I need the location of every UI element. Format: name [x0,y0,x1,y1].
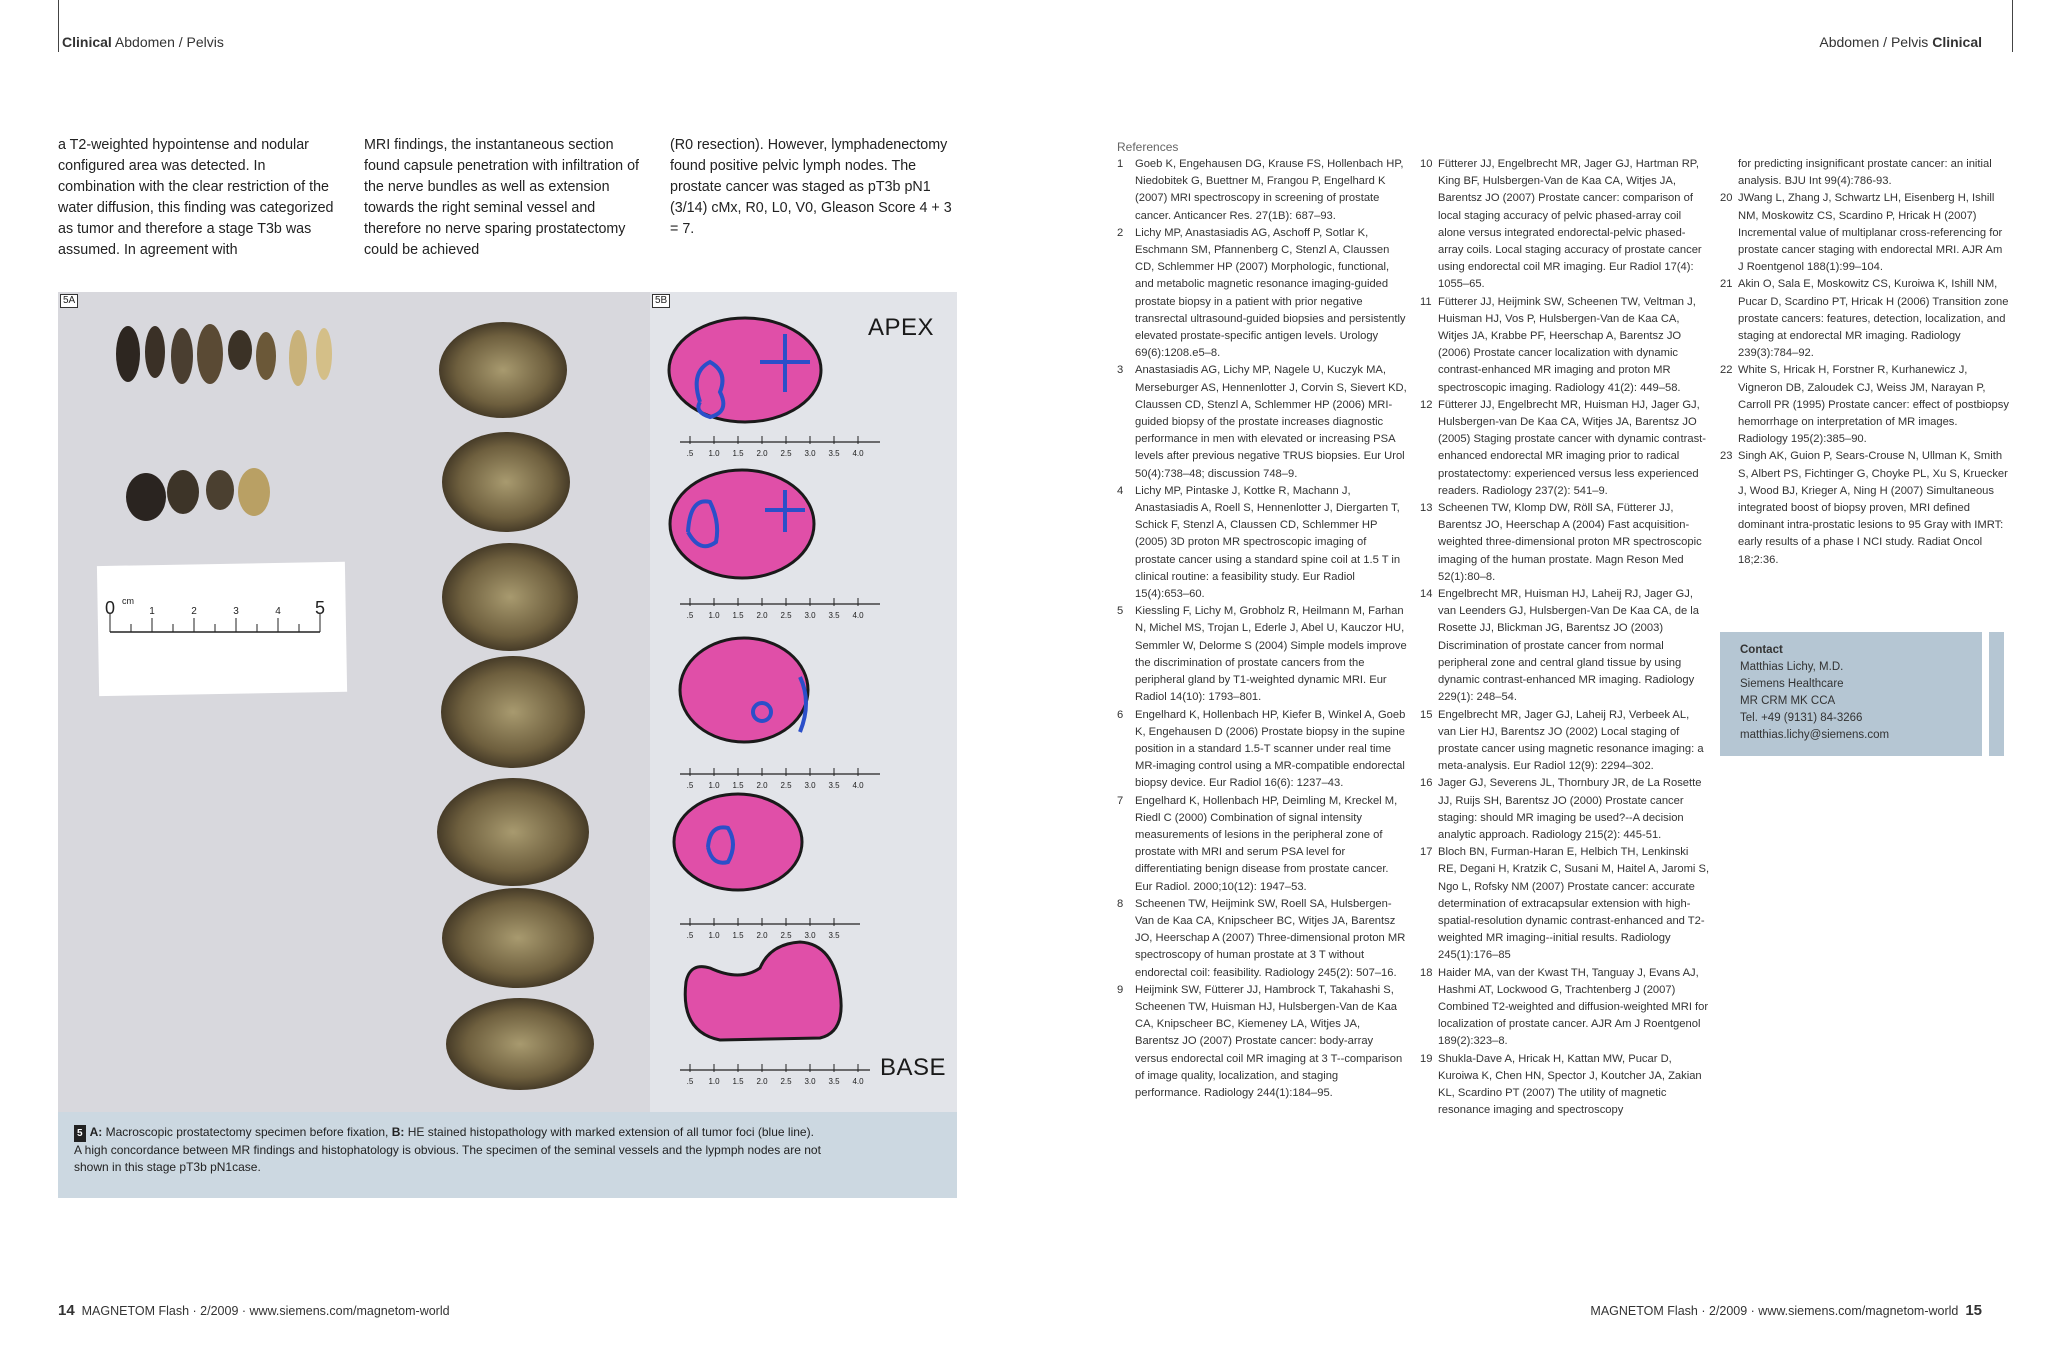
reference-item [1117,982,1407,1102]
scale-tick-label: 1.0 [708,781,720,790]
scale-tick-label: .5 [686,931,694,940]
reference-item [1117,707,1407,793]
reference-text: Heijmink SW, Fütterer JJ, Hambrock T, Takahashi S, Scheenen TW, Huisman HJ, Hulsbergen-Van de Kaa CA, Knipscheer BC, Kiemeney LA, Witjes JA, Barentsz JO (2007) Prostate cancer: body-array versus endorectal coil MR imaging at 3 T--comparison of image quality, localization, and staging performance. Radiology 244(1):184–95. [1135,983,1403,1099]
reference-text: Engelbrecht MR, Jager GJ, Laheij RJ, Verbeek AL, van Lier HJ, Barentsz JO (2002) Local staging of prostate cancer using magnetic resonance imaging: a meta-analysis. Eur Radiol 12(9): 2294–302. [1438,708,1704,773]
reference-number: 13 [1420,502,1433,515]
scale-tick-label: .5 [686,611,694,620]
caption-b-text: HE stained histopathology with marked extension of all tumor foci (blue line). [404,1125,814,1139]
running-header-right [1819,34,1982,50]
references-heading: References [1117,140,1179,154]
reference-text: Engelhard K, Hollenbach HP, Kiefer B, Winkel A, Goeb K, Engehausen D (2006) Prostate biopsy in the supine position in a standard 1.5-T scanner under real time MR-imaging control using a MR-compatible endorectal biopsy device. Eur Radiol 16(6): 1237–43. [1135,708,1406,790]
reference-text: Singh AK, Guion P, Sears-Crouse N, Ullman K, Smith S, Albert PS, Fichtinger G, Choyke PL, Xu S, Kruecker J, Wood BJ, Krieger A, Ning H (2007) Simultaneous integrated boost of biopsy proven, MRI defined dominant intra-prostatic lesions to 95 Gray with IMRT: early results of a phase I NCI study. Radiat Oncol 18;2:36. [1738,450,2008,566]
ruler-tick-label: 5 [314,598,326,618]
body-text-column-2 [364,135,650,261]
reference-item [1420,707,1710,776]
footer-right [1590,1302,1982,1319]
scale-tick-label: 3.5 [828,1077,840,1086]
reference-text: Fütterer JJ, Engelbrecht MR, Huisman HJ, Jager GJ, Hulsbergen-van De Kaa CA, Witjes JA, Barentsz JO (2005) Staging prostate cancer with dynamic contrast-enhanced endorectal MR imaging prior to radical prostatectomy: experienced versus less experienced readers. Radiology 237(2): 541–9. [1438,398,1707,497]
reference-item [1720,190,2010,276]
reference-text: Haider MA, van der Kwast TH, Tanguay J, Evans AJ, Hashmi AT, Lockwood G, Trachtenberg J (2007) Combined T2-weighted and diffusion-weighted MRI for localization of prostate cancer. AJR Am J Roentgenol 189(2):323–8. [1438,966,1709,1048]
scale-tick-label: .5 [686,449,694,458]
figure-tag-5b: 5B [652,294,670,308]
reference-text: Jager GJ, Severens JL, Thornbury JR, de La Rosette JJ, Ruijs SH, Barentsz JO (2000) Prostate cancer staging: should MR imaging be used?--A decision analytic approach. Radiology 215(2): 445-51. [1438,777,1702,841]
reference-number: 23 [1720,450,1733,463]
scale-tick-label: 3.0 [804,449,816,458]
reference-item [1117,156,1407,225]
references-column-1 [1117,156,1407,1102]
scale-tick-label: 3.5 [828,449,840,458]
reference-item [1420,397,1710,500]
reference-number: 17 [1420,846,1433,859]
scale-tick-label: 1.5 [732,781,744,790]
scale-tick-label: 1.5 [732,449,744,458]
apex-label: APEX [868,314,935,341]
histopathology-illustration [650,292,957,1112]
reference-item [1420,1051,1710,1120]
body-paragraph: a T2-weighted hypointense and nodular configured area was detected. In combination with the clear restriction of the water diffusion, this finding was categorized as tumor and therefore a stage T3b was assumed. In agreement with [58,137,334,258]
reference-text: Bloch BN, Furman-Haran E, Helbich TH, Lenkinski RE, Degani H, Kratzik C, Susani M, Haitel A, Jaromi S, Ngo L, Rofsky NM (2007) Prostate cancer: accurate determination of extracapsular extension with high-spatial-resolution dynamic contrast-enhanced and T2-weighted MR imaging--initial results. Radiology 245(1):176–85 [1438,846,1710,962]
reference-number: 10 [1420,158,1433,170]
footer-publication: MAGNETOM Flash · 2/2009 · www.siemens.com/magnetom-world [1590,1304,1959,1318]
reference-item [1720,276,2010,362]
header-section-bold: Clinical [62,34,112,50]
scale-tick-label: 3.5 [828,781,840,790]
scale-tick-label: .5 [686,1077,694,1086]
reference-item [1420,156,1710,294]
scale-tick-label: 2.0 [756,449,768,458]
scale-tick-label: 1.0 [708,611,720,620]
reference-number: 6 [1117,708,1124,721]
scale-tick-label: .5 [686,781,694,790]
body-paragraph: (R0 resection). However, lymphadenectomy found positive pelvic lymph nodes. The prostate cancer was staged as pT3b pN1 (3/14) cMx, R0, L0, V0, Gleason Score 4 + 3 = 7. [670,137,952,237]
reference-text: Lichy MP, Anastasiadis AG, Aschoff P, Sotlar K, Eschmann SM, Pfannenberg C, Stenzl A, Claussen CD, Schlemmer HP (2007) Morphologic, functional, and metabolic magnetic resonance imaging-guided prostate biopsy in a patient with prior negative transrectal ultrasound-guided biopsies and persistently elevated prostate-specific antigen levels. Urology 69(6):1208.e5–8. [1135,226,1406,360]
scale-tick-label: 2.5 [780,781,792,790]
header-section-bold: Clinical [1932,34,1982,50]
references-column-2 [1420,156,1710,1119]
reference-item [1117,793,1407,896]
figure-tag-5a: 5A [60,294,78,308]
scale-tick-label: 3.0 [804,781,816,790]
figure-caption [58,1112,957,1198]
reference-number: 7 [1117,794,1124,807]
body-text-column-1 [58,135,344,261]
scale-tick-label: 1.5 [732,931,744,940]
scale-tick-label: 3.0 [804,611,816,620]
header-left-rule [58,0,59,52]
contact-department: MR CRM MK CCA [1740,695,1836,707]
reference-number: 16 [1420,777,1433,790]
scale-tick-label: 4.0 [852,449,864,458]
scale-tick-label: 2.0 [756,931,768,940]
scale-tick-label: 4.0 [852,781,864,790]
scale-tick-label: 1.0 [708,449,720,458]
reference-text: Shukla-Dave A, Hricak H, Kattan MW, Pucar D, Kuroiwa K, Chen HN, Spector J, Koutcher JA, Zakian KL, Scardino PT (2007) The utility of magnetic resonance imaging and spectroscopy [1438,1052,1702,1117]
ruler-unit-label: cm [122,596,134,606]
reference-item [1117,896,1407,982]
contact-email-link[interactable]: matthias.lichy@siemens.com [1740,729,1890,741]
reference-number: 21 [1720,278,1733,291]
reference-text: JWang L, Zhang J, Schwartz LH, Eisenberg H, Ishill NM, Moskowitz CS, Scardino P, Hricak H (2007) Incremental value of multiplanar cross-referencing for prostate cancer staging with endorectal MRI. AJR Am J Roentgenol 188(1):99–104. [1738,192,2003,274]
scale-tick-label: 1.5 [732,611,744,620]
footer-publication: MAGNETOM Flash · 2/2009 · www.siemens.com/magnetom-world [81,1304,450,1318]
header-section-rest: Abdomen / Pelvis [114,34,224,50]
reference-text: Engelbrecht MR, Huisman HJ, Laheij RJ, Jager GJ, van Leenders GJ, Hulsbergen-Van De Kaa CA, de la Rosette JJ, Blickman JG, Barentsz JO (2003) Discrimination of prostate cancer from normal peripheral zone and central gland tissue by using dynamic contrast-enhanced MR imaging. Radiology 229(1): 248–54. [1438,588,1699,704]
scale-tick-label: 2.5 [780,449,792,458]
reference-text: Kiessling F, Lichy M, Grobholz R, Heilmann M, Farhan N, Michel MS, Trojan L, Ederle J, Abel U, Kauczor HU, Semmler W, Delorme S (2004) Simple models improve the discrimination of prostate cancers from the peripheral gland by T1-weighted dynamic MRI. Eur Radiol 14(10): 1793–801. [1135,605,1407,704]
reference-text: Fütterer JJ, Engelbrecht MR, Jager GJ, Hartman RP, King BF, Hulsbergen-Van de Kaa CA, Witjes JA, Barentsz JO (2007) Prostate cancer: comparison of local staging accuracy of pelvic phased-array coil alone versus integrated endorectal-pelvic phased-array coils. Local staging accuracy of prostate cancer using endorectal coil MR imaging. Eur Radiol 17(4): 1055–65. [1438,158,1702,291]
reference-item [1420,294,1710,397]
reference-text: for predicting insignificant prostate cancer: an initial analysis. BJU Int 99(4):786-93. [1738,158,1992,188]
caption-line-1 [74,1124,941,1142]
reference-text: Scheenen TW, Heijmink SW, Roell SA, Hulsbergen-Van de Kaa CA, Knipscheer BC, Witjes JA, Barentsz JO, Heerschap A (2007) Three-dimensional proton MR spectroscopy of human prostate at 3 T without endorectal coil: feasibility. Radiology 245(2): 507–16. [1135,897,1406,979]
reference-number: 12 [1420,398,1433,411]
reference-item [1117,225,1407,363]
contact-title: Contact [1740,644,1783,656]
reference-text: Akin O, Sala E, Moskowitz CS, Kuroiwa K, Ishill NM, Pucar D, Scardino PT, Hricak H (2006) Transition zone prostate cancers: features, detection, localization, and staging at endorectal MR imaging. Radiology 239(3):784–92. [1738,278,2009,360]
caption-number-badge: 5 [74,1125,86,1142]
figure-panel-a-macroscopic [58,292,650,1112]
ruler-tick-label: 3 [233,606,239,617]
contact-box [1720,632,1982,756]
ruler-card [97,562,347,696]
reference-item [1720,362,2010,448]
reference-number: 5 [1117,605,1124,618]
reference-number: 19 [1420,1052,1433,1065]
scale-tick-label: 3.0 [804,931,816,940]
contact-company: Siemens Healthcare [1740,678,1844,690]
reference-text: Anastasiadis AG, Lichy MP, Nagele U, Kuczyk MA, Merseburger AS, Hennenlotter J, Corvin S, Sievert KD, Claussen CD, Stenzl A, Schlemmer HP (2006) MRI-guided biopsy of the prostate increases diagnostic performance in men with elevated or increasing PSA levels after previous negative TRUS biopsies. Eur Urol 50(4):738–48; discussion 748–9. [1135,364,1407,480]
lymph-node-pieces [126,468,270,521]
caption-b-label: B: [391,1125,405,1139]
reference-item [1420,844,1710,964]
ruler-tick-label: 2 [191,606,197,617]
reference-item [1420,500,1710,586]
page-number: 14 [58,1302,75,1319]
reference-item [1420,965,1710,1051]
ruler-tick-label: 4 [275,606,281,617]
reference-item [1117,483,1407,603]
figure-5 [58,292,957,1198]
caption-a-label: A: [89,1125,103,1139]
reference-text: Scheenen TW, Klomp DW, Röll SA, Fütterer JJ, Barentsz JO, Heerschap A (2004) Fast acquisition-weighted three-dimensional proton MR spectroscopic imaging of the human prostate. Magn Reson Med 52(1):80–8. [1438,502,1702,583]
reference-number: 1 [1117,158,1124,170]
reference-number: 11 [1420,295,1432,308]
scale-tick-label: 3.5 [828,931,840,940]
body-text-column-3 [670,135,956,240]
scale-tick-label: 2.5 [780,1077,792,1086]
reference-number: 2 [1117,226,1124,239]
scale-tick-label: 2.5 [780,931,792,940]
reference-item [1420,586,1710,706]
scale-tick-label: 3.5 [828,611,840,620]
reference-number: 9 [1117,983,1124,996]
scale-tick-label: 4.0 [852,611,864,620]
ruler-tick-label: 1 [149,606,155,617]
reference-text: Fütterer JJ, Heijmink SW, Scheenen TW, Veltman J, Huisman HJ, Vos P, Hulsbergen-Van de Kaa CA, Witjes JA, Krabbe PF, Heerschap A, Barentsz JO (2006) Prostate cancer localization with dynamic contrast-enhanced MR imaging and proton MR spectroscopic imaging. Radiology 41(2): 449–58. [1438,295,1696,394]
scale-tick-label: 1.0 [708,931,720,940]
reference-item [1117,603,1407,706]
header-right-rule [2012,0,2013,52]
scale-tick-label: 2.0 [756,1077,768,1086]
reference-item [1117,362,1407,482]
reference-item [1720,448,2010,568]
reference-text: White S, Hricak H, Forstner R, Kurhanewicz J, Vigneron DB, Zaloudek CJ, Weiss JM, Narayan P, Carroll PR (1995) Prostate cancer: effect of postbiopsy hemorrhage on interpretation of MR images. Radiology 195(2):385–90. [1738,364,2009,446]
reference-item [1720,156,2010,190]
caption-a-text: Macroscopic prostatectomy specimen before fixation, [102,1125,389,1139]
reference-item [1420,775,1710,844]
footer-left [58,1302,450,1319]
reference-number: 3 [1117,364,1124,377]
reference-text: Goeb K, Engehausen DG, Krause FS, Hollenbach HP, Niedobitek G, Buettner M, Frangou P, Engelhard K (2007) MRI spectroscopy in screening of prostate cancer. Anticancer Res. 27(1B): 687–93. [1135,158,1404,222]
caption-line-3: shown in this stage pT3b pN1case. [74,1160,261,1174]
scale-tick-label: 1.5 [732,1077,744,1086]
prostate-slices-macroscopic [437,322,594,1090]
reference-number: 8 [1117,897,1124,910]
base-label: BASE [880,1054,947,1081]
contact-accent-bar [1989,632,2004,756]
caption-line-2: A high concordance between MR findings and histophatology is obvious. The specimen of the seminal vessels and the lypmph nodes are not [74,1143,821,1157]
ruler-tick-label: 0 [104,598,116,618]
header-section-rest: Abdomen / Pelvis [1819,34,1929,50]
reference-number: 20 [1720,192,1733,205]
contact-phone: Tel. +49 (9131) 84-3266 [1740,712,1863,724]
reference-text: Lichy MP, Pintaske J, Kottke R, Machann J, Anastasiadis A, Roell S, Hennenlotter J, Diergarten T, Schick F, Stenzl A, Claussen CD, Schlemmer HP (2005) 3D proton MR spectroscopic imaging of prostate cancer using a standard spine coil at 1.5 T in clinical routine: a feasibility study. Eur Radiol 15(4):653–60. [1135,484,1401,601]
reference-number: 22 [1720,364,1733,377]
figure-panel-b-histopathology [650,292,957,1112]
running-header-left [62,34,224,50]
reference-text: Engelhard K, Hollenbach HP, Deimling M, Kreckel M, Riedl C (2000) Combination of signal intensity measurements of lesions in the peripheral zone of prostate with MRI and serum PSA level for differentiating benign disease from prostate cancer. Eur Radiol. 2000;10(12): 1947–53. [1135,794,1398,893]
scale-tick-label: 2.0 [756,611,768,620]
reference-number: 4 [1117,484,1124,497]
reference-number: 18 [1420,966,1433,979]
reference-number: 14 [1420,588,1433,601]
body-paragraph: MRI findings, the instantaneous section found capsule penetration with infiltration of the nerve bundles as well as extension towards the right seminal vessel and therefore no nerve sparing prostatectomy could be achieved [364,137,639,258]
macroscopic-specimen-illustration [58,292,650,1112]
references-column-3 [1720,156,2010,569]
scale-tick-label: 2.0 [756,781,768,790]
scale-tick-label: 4.0 [852,1077,864,1086]
scale-tick-label: 2.5 [780,611,792,620]
page-number: 15 [1965,1302,1982,1319]
scale-tick-label: 3.0 [804,1077,816,1086]
specimen-pieces-top [116,324,332,386]
reference-number: 15 [1420,708,1433,721]
contact-name: Matthias Lichy, M.D. [1740,661,1844,673]
scale-tick-label: 1.0 [708,1077,720,1086]
